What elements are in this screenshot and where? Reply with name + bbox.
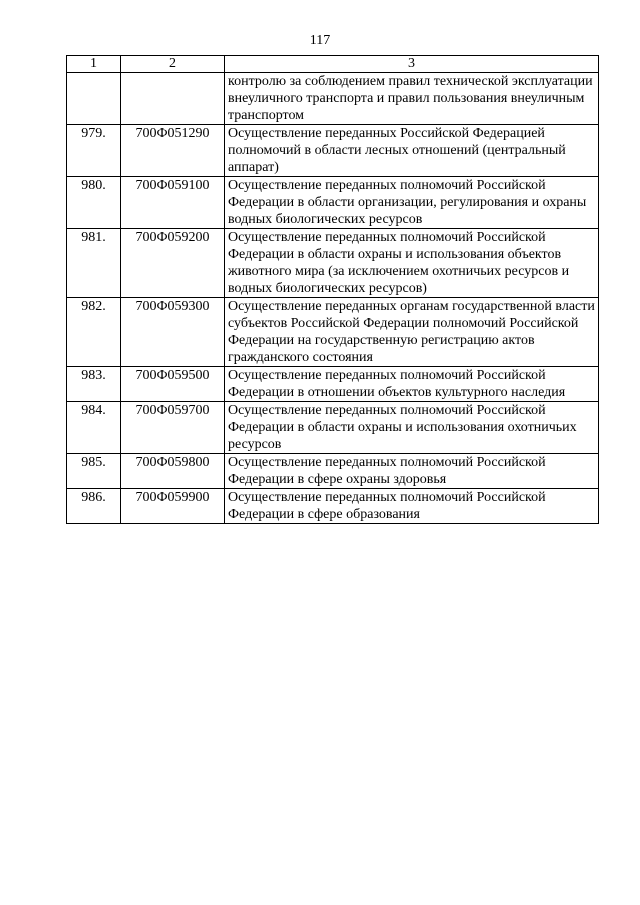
row-description: Осуществление переданных Российской Федерацией полномочий в области лесных отношений (центральный аппарат) (225, 125, 599, 177)
row-number: 984. (67, 402, 121, 454)
row-description: Осуществление переданных полномочий Российской Федерации в отношении объектов культурного наследия (225, 367, 599, 402)
table-row (67, 298, 599, 367)
table-row (67, 402, 599, 454)
row-number: 983. (67, 367, 121, 402)
row-description: Осуществление переданных полномочий Российской Федерации в области организации, регулирования и охраны водных биологических ресурсов (225, 177, 599, 229)
row-code: 700Ф059500 (121, 367, 225, 402)
row-code (121, 73, 225, 125)
row-description: контролю за соблюдением правил технической эксплуатации внеуличного транспорта и правил пользования внеуличным транспортом (225, 73, 599, 125)
row-number: 982. (67, 298, 121, 367)
row-number: 980. (67, 177, 121, 229)
table-row (67, 125, 599, 177)
row-number (67, 73, 121, 125)
table-row (67, 489, 599, 524)
column-header-3: 3 (225, 56, 599, 73)
row-code: 700Ф059900 (121, 489, 225, 524)
row-code: 700Ф059200 (121, 229, 225, 298)
table-header-row (67, 56, 599, 73)
row-code: 700Ф059700 (121, 402, 225, 454)
table-row (67, 73, 599, 125)
row-description: Осуществление переданных полномочий Российской Федерации в сфере образования (225, 489, 599, 524)
row-code: 700Ф059300 (121, 298, 225, 367)
row-code: 700Ф059800 (121, 454, 225, 489)
row-number: 985. (67, 454, 121, 489)
table-row (67, 229, 599, 298)
column-header-1: 1 (67, 56, 121, 73)
row-number: 979. (67, 125, 121, 177)
row-description: Осуществление переданных полномочий Российской Федерации в области охраны и использования охотничьих ресурсов (225, 402, 599, 454)
row-number: 986. (67, 489, 121, 524)
column-header-2: 2 (121, 56, 225, 73)
table-row (67, 367, 599, 402)
row-code: 700Ф059100 (121, 177, 225, 229)
row-code: 700Ф051290 (121, 125, 225, 177)
table-row (67, 177, 599, 229)
table-row (67, 454, 599, 489)
row-description: Осуществление переданных полномочий Российской Федерации в сфере охраны здоровья (225, 454, 599, 489)
page-number: 117 (309, 33, 331, 48)
row-description: Осуществление переданных полномочий Российской Федерации в области охраны и использования объектов животного мира (за исключением охотничьих ресурсов и водных биологических ресурсов) (225, 229, 599, 298)
row-number: 981. (67, 229, 121, 298)
budget-classification-table (66, 55, 599, 524)
row-description: Осуществление переданных органам государственной власти субъектов Российской Федерации полномочий Российской Федерации на государственную регистрацию актов гражданского состояния (225, 298, 599, 367)
